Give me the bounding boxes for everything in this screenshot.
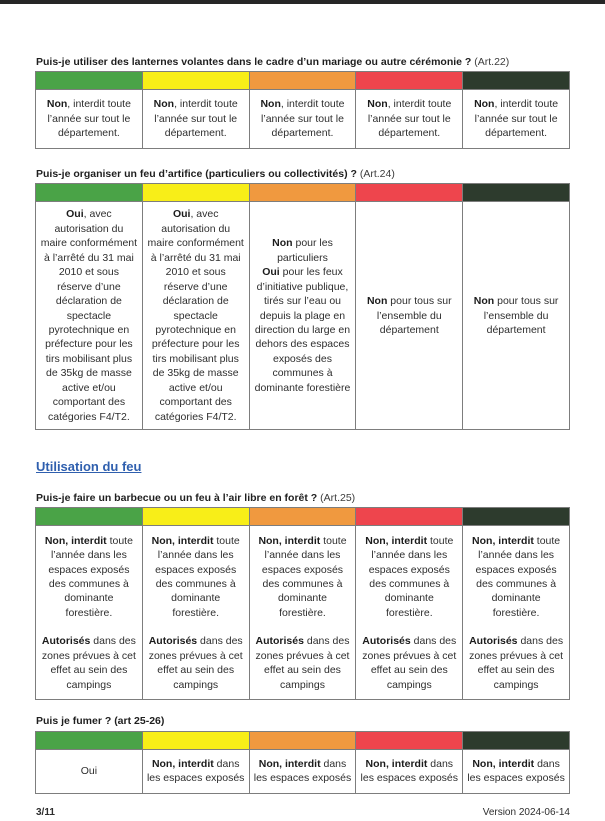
answer-paragraph [40,534,138,621]
answer-cell-dark-green [463,526,570,700]
answer-text: toute l’année dans les espaces exposés des communes à dominante forestière. [155,534,240,619]
answer-emphasis: Autorisés [148,635,198,648]
heading-utilisation-du-feu: Utilisation du feu [36,459,142,475]
answer-paragraph [467,294,565,337]
answer-text: toute l’année dans les espaces exposés des communes à dominante forestière. [48,534,133,619]
answer-text: dans les espaces exposés [467,757,565,785]
answer-text: Oui [80,764,98,777]
answer-cell-yellow [143,90,250,149]
answer-emphasis: Oui [262,266,280,279]
question-barbecue-feu-foret [36,492,570,504]
answer-emphasis: Autorisés [362,635,411,648]
answer-text: , interdit toute l’année sur tout le département. [154,98,238,140]
answer-text: , interdit toute l’année sur tout le département. [367,98,452,140]
answer-paragraph [360,634,458,692]
answer-emphasis: Autorisés [41,635,91,648]
answer-emphasis: Non, interdit [258,757,321,770]
answer-paragraph [40,207,138,424]
answer-text: toute l’année dans les espaces exposés des communes à dominante forestière. [261,534,347,619]
answer-paragraph [467,757,565,786]
answer-cell-dark-green [463,90,570,149]
answer-emphasis: Non, interdit [472,534,534,547]
answer-paragraph [360,97,458,140]
answer-emphasis: Non, interdit [472,757,535,770]
question-article-ref: (Art.25) [320,492,356,505]
answer-text: , avec autorisation du maire conformément à l’arrêté du 31 mai 2010 et sous réserve d’une déclaration de spectacle pyrotechnique en préfecture pour les tirs mobilisant plus de 35kg de masse active et/ou comportant des catégories F4/T2. [147,208,244,423]
answer-emphasis: Non, interdit [365,757,428,770]
answer-cell-red [356,202,463,430]
section-feu-artifice [35,168,570,430]
page-content [35,4,570,794]
risk-level-table-feu-artifice [35,183,570,430]
answer-paragraph [147,634,245,692]
answer-text: , interdit toute l’année sur tout le département. [261,98,345,140]
risk-color-cell-red [356,72,463,90]
answer-cell-green [36,526,143,700]
question-article-ref: (Art.24) [359,168,395,181]
answer-paragraph [467,634,565,692]
answer-paragraph [40,97,138,140]
answer-cell-red [356,526,463,700]
risk-color-cell-yellow [143,732,250,750]
risk-color-cell-dark-green [463,72,570,90]
answer-text: toute l’année dans les espaces exposés des communes à dominante forestière. [475,534,561,619]
risk-color-cell-yellow [143,508,250,526]
answer-text: dans les espaces exposés [360,757,459,785]
answer-text: dans des zones prévues à cet effet au sein des campings [148,635,243,691]
answer-cell-green [36,202,143,430]
risk-color-cell-green [36,184,143,202]
answer-text: dans des zones prévues à cet effet au sein des campings [469,635,564,691]
answer-paragraph [40,634,138,692]
answer-cell-red [356,90,463,149]
answer-text: dans des zones prévues à cet effet au sein des campings [41,635,136,691]
section-barbecue-feu-foret [35,492,570,700]
answer-emphasis: Non, interdit [365,534,428,547]
answer-emphasis: Non [46,98,68,111]
risk-color-cell-dark-green [463,732,570,750]
answer-cell-orange [250,750,357,794]
risk-color-cell-orange [250,72,357,90]
answer-paragraph [147,207,245,424]
section-fumer [35,715,570,793]
answer-emphasis: Non [367,98,388,111]
risk-color-cell-red [356,732,463,750]
risk-color-cell-red [356,184,463,202]
answer-paragraph [360,294,458,337]
answer-cell-green [36,750,143,794]
answer-emphasis: Non [366,295,388,308]
answer-paragraph [254,534,352,621]
question-lanternes-volantes [36,56,570,68]
risk-color-cell-orange [250,184,357,202]
answer-emphasis: Oui [172,208,191,221]
answer-text: pour les feux d’initiative publique, tirés sur l’eau ou depuis la plage en direction du large en dehors des espaces exposés des communes à dominante forestière [254,266,351,394]
answer-paragraph [254,265,352,395]
answer-paragraph [254,757,352,786]
answer-emphasis: Non [474,98,495,111]
answer-emphasis: Non, interdit [151,757,214,770]
answer-text: , interdit toute l’année sur tout le département. [474,98,559,140]
risk-color-cell-orange [250,732,357,750]
risk-color-cell-green [36,508,143,526]
risk-color-cell-orange [250,508,357,526]
answer-paragraph [254,634,352,692]
answer-cell-dark-green [463,202,570,430]
risk-level-table-barbecue-feu-foret [35,507,570,700]
section-lanternes-volantes [35,56,570,149]
answer-text: pour les particuliers [277,237,333,264]
answer-text: , interdit toute l’année sur tout le département. [47,98,131,140]
answer-cell-orange [250,90,357,149]
answer-paragraph [40,764,138,778]
question-text: Puis-je organiser un feu d’artifice (particuliers ou collectivités) ? [36,168,360,181]
page-number: 3/11 [36,807,55,818]
answer-text: pour tous sur l’ensemble du département [483,295,559,336]
answer-emphasis: Non, interdit [151,534,214,547]
answer-cell-orange [250,202,357,430]
risk-color-cell-green [36,732,143,750]
answer-emphasis: Autorisés [255,635,304,648]
question-article-ref: (art 25-26) [114,715,165,728]
version-label: Version 2024-06-14 [482,807,570,818]
risk-color-cell-dark-green [463,508,570,526]
answer-emphasis: Oui [66,208,84,221]
question-text: Puis-je faire un barbecue ou un feu à l’air libre en forêt ? [36,492,321,505]
risk-level-table-fumer [35,731,570,794]
answer-paragraph [254,236,352,265]
answer-paragraph [467,97,565,140]
answer-emphasis: Non [260,98,281,111]
question-fumer [36,715,570,727]
risk-level-table-lanternes-volantes [35,71,570,149]
risk-color-cell-yellow [143,72,250,90]
answer-text: dans les espaces exposés [253,757,352,785]
answer-cell-orange [250,526,357,700]
risk-color-cell-dark-green [463,184,570,202]
answer-cell-yellow [143,750,250,794]
answer-paragraph [360,534,458,621]
answer-cell-dark-green [463,750,570,794]
page-footer [36,807,570,818]
answer-emphasis: Non, interdit [44,534,107,547]
risk-color-cell-green [36,72,143,90]
answer-text: dans des zones prévues à cet effet au sein des campings [362,635,457,691]
answer-paragraph [360,757,458,786]
answer-text: dans des zones prévues à cet effet au sein des campings [255,635,350,691]
answer-paragraph [254,97,352,140]
question-text: Puis-je utiliser des lanternes volantes dans le cadre d’un mariage ou autre cérémonie ? [36,56,475,68]
question-article-ref: (Art.22) [474,56,510,68]
answer-paragraph [147,757,245,786]
answer-text: pour tous sur l’ensemble du département [376,295,452,336]
answer-text: toute l’année dans les espaces exposés des communes à dominante forestière. [368,534,454,619]
answer-text: , avec autorisation du maire conformément à l’arrêté du 31 mai 2010 et sous réserve d’une déclaration de spectacle pyrotechnique en préfecture pour les tirs mobilisant plus de 35kg de masse active et/ou comportant des catégories F4/T2. [40,208,138,423]
question-text: Puis je fumer ? [36,715,115,728]
answer-emphasis: Non [473,295,495,308]
answer-emphasis: Autorisés [469,635,518,648]
risk-color-cell-yellow [143,184,250,202]
answer-cell-green [36,90,143,149]
answer-cell-red [356,750,463,794]
question-feu-artifice [36,168,570,180]
answer-text: dans les espaces exposés [146,757,245,785]
answer-emphasis: Non, interdit [258,534,321,547]
answer-paragraph [467,534,565,621]
answer-cell-yellow [143,526,250,700]
answer-paragraph [147,534,245,621]
answer-paragraph [147,97,245,140]
risk-color-cell-red [356,508,463,526]
answer-cell-yellow [143,202,250,430]
answer-emphasis: Non [153,98,175,111]
answer-emphasis: Non [272,237,293,250]
